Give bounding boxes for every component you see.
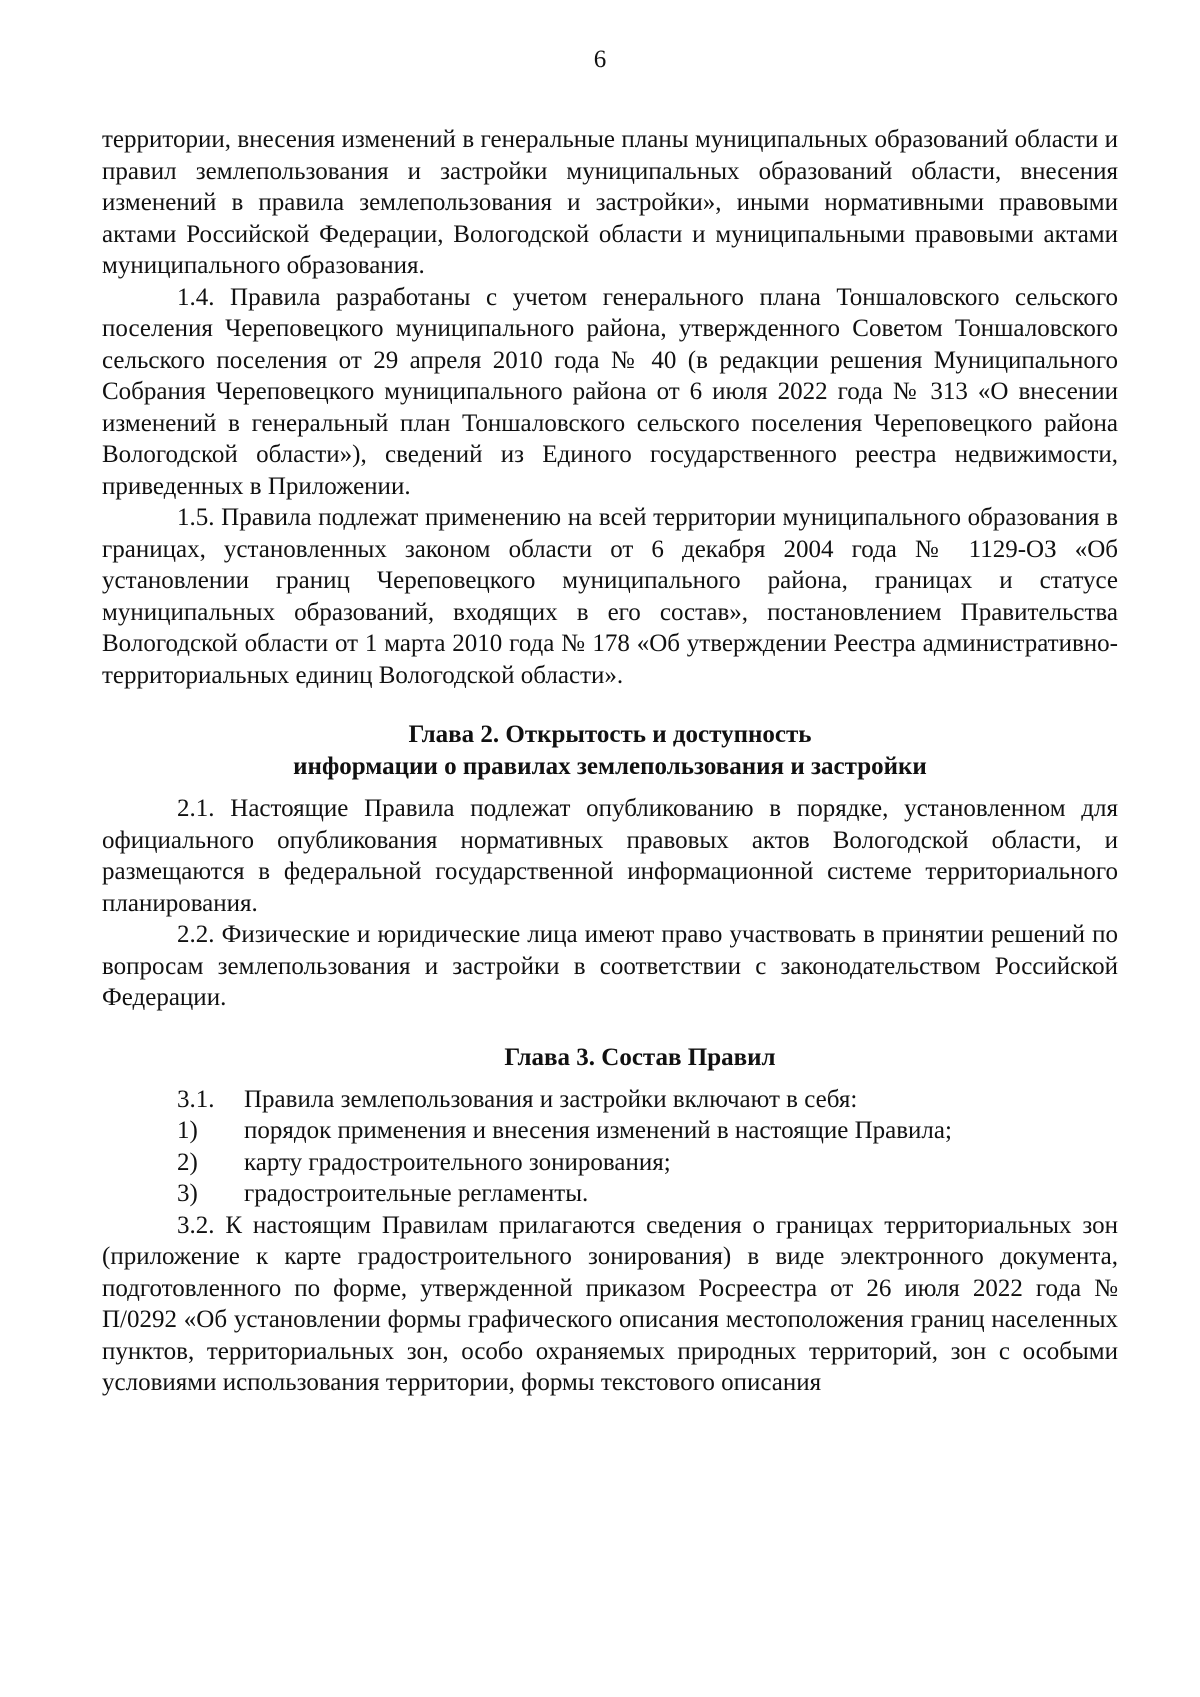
list-item-3-text: градостроительные регламенты.: [244, 1180, 589, 1207]
list-item-2-text: карту градостроительного зонирования;: [244, 1148, 671, 1176]
list-item-1-number: 1): [177, 1117, 198, 1144]
page-number: 6: [593, 46, 607, 73]
item-3-1-text: Правила землепользования и застройки включают в себя:: [244, 1085, 858, 1113]
paragraph-intro: территории, внесения изменений в генеральные планы муниципальных образований области и правил землепользования и застройки муниципальных образований области, внесения изменений в правила землепользования и застройки», иными нормативными правовыми актами Российской Федерации, Вологодской области и муниципальными правовыми актами муниципального образования.: [102, 126, 1118, 279]
list-item-3-number: 3): [177, 1180, 198, 1207]
chapter-3-heading: [102, 1042, 1118, 1074]
item-3-1: [102, 1084, 1118, 1116]
list-item-1-text: порядок применения и внесения изменений в настоящие Правила;: [244, 1117, 952, 1144]
chapter-2-title-line-1: Глава 2. Открытость и доступность: [408, 721, 812, 748]
document-body: [102, 124, 1118, 1399]
item-3-1-number: 3.1.: [177, 1085, 215, 1113]
paragraph-3-2: 3.2. К настоящим Правилам прилагаются сведения о границах территориальных зон (приложение к карте градостроительного зонирования) в виде электронного документа, подготовленного по форме, утвержденной приказом Росреестра от 26 июля 2022 года № П/0292 «Об установлении формы графического описания местоположения границ населенных пунктов, территориальных зон, особо охраняемых природных территорий, зон с особыми условиями использования территории, формы текстового описания: [102, 1211, 1118, 1396]
list-item-2-number: 2): [177, 1148, 198, 1176]
paragraph-1-5: 1.5. Правила подлежат применению на всей территории муниципального образования в границах, установленных законом области от 6 декабря 2004 года № 1129-ОЗ «Об установлении границ Череповецкого муниципального района, границах и статусе муниципальных образований, входящих в его состав», постановлением Правительства Вологодской области от 1 марта 2010 года № 178 «Об утверждении Реестра административно-территориальных единиц Вологодской области».: [102, 504, 1118, 689]
paragraph-2-1: 2.1. Настоящие Правила подлежат опубликованию в порядке, установленном для официального опубликования нормативных правовых актов Вологодской области, и размещаются в федеральной государственной информационной системе территориального планирования.: [102, 795, 1118, 917]
chapter-3-title: Глава 3. Состав Правил: [504, 1043, 776, 1071]
list-item-3: [102, 1178, 1118, 1210]
paragraph-1-4: 1.4. Правила разработаны с учетом генерального плана Тоншаловского сельского поселения Череповецкого муниципального района, утвержденного Советом Тоншаловского сельского поселения от 29 апреля 2010 года № 40 (в редакции решения Муниципального Собрания Череповецкого муниципального района от 6 июля 2022 года № 313 «О внесении изменений в генеральный план Тоншаловского сельского поселения Череповецкого района Вологодской области»), сведений из Единого государственного реестра недвижимости, приведенных в Приложении.: [102, 283, 1118, 500]
chapter-2-heading: [102, 719, 1118, 783]
chapter-2-title-line-2: информации о правилах землепользования и застройки: [293, 753, 927, 780]
list-item-1: [102, 1115, 1118, 1147]
list-item-2: [102, 1147, 1118, 1179]
paragraph-2-2: 2.2. Физические и юридические лица имеют право участвовать в принятии решений по вопросам землепользования и застройки в соответствии с законодательством Российской Федерации.: [102, 921, 1118, 1011]
